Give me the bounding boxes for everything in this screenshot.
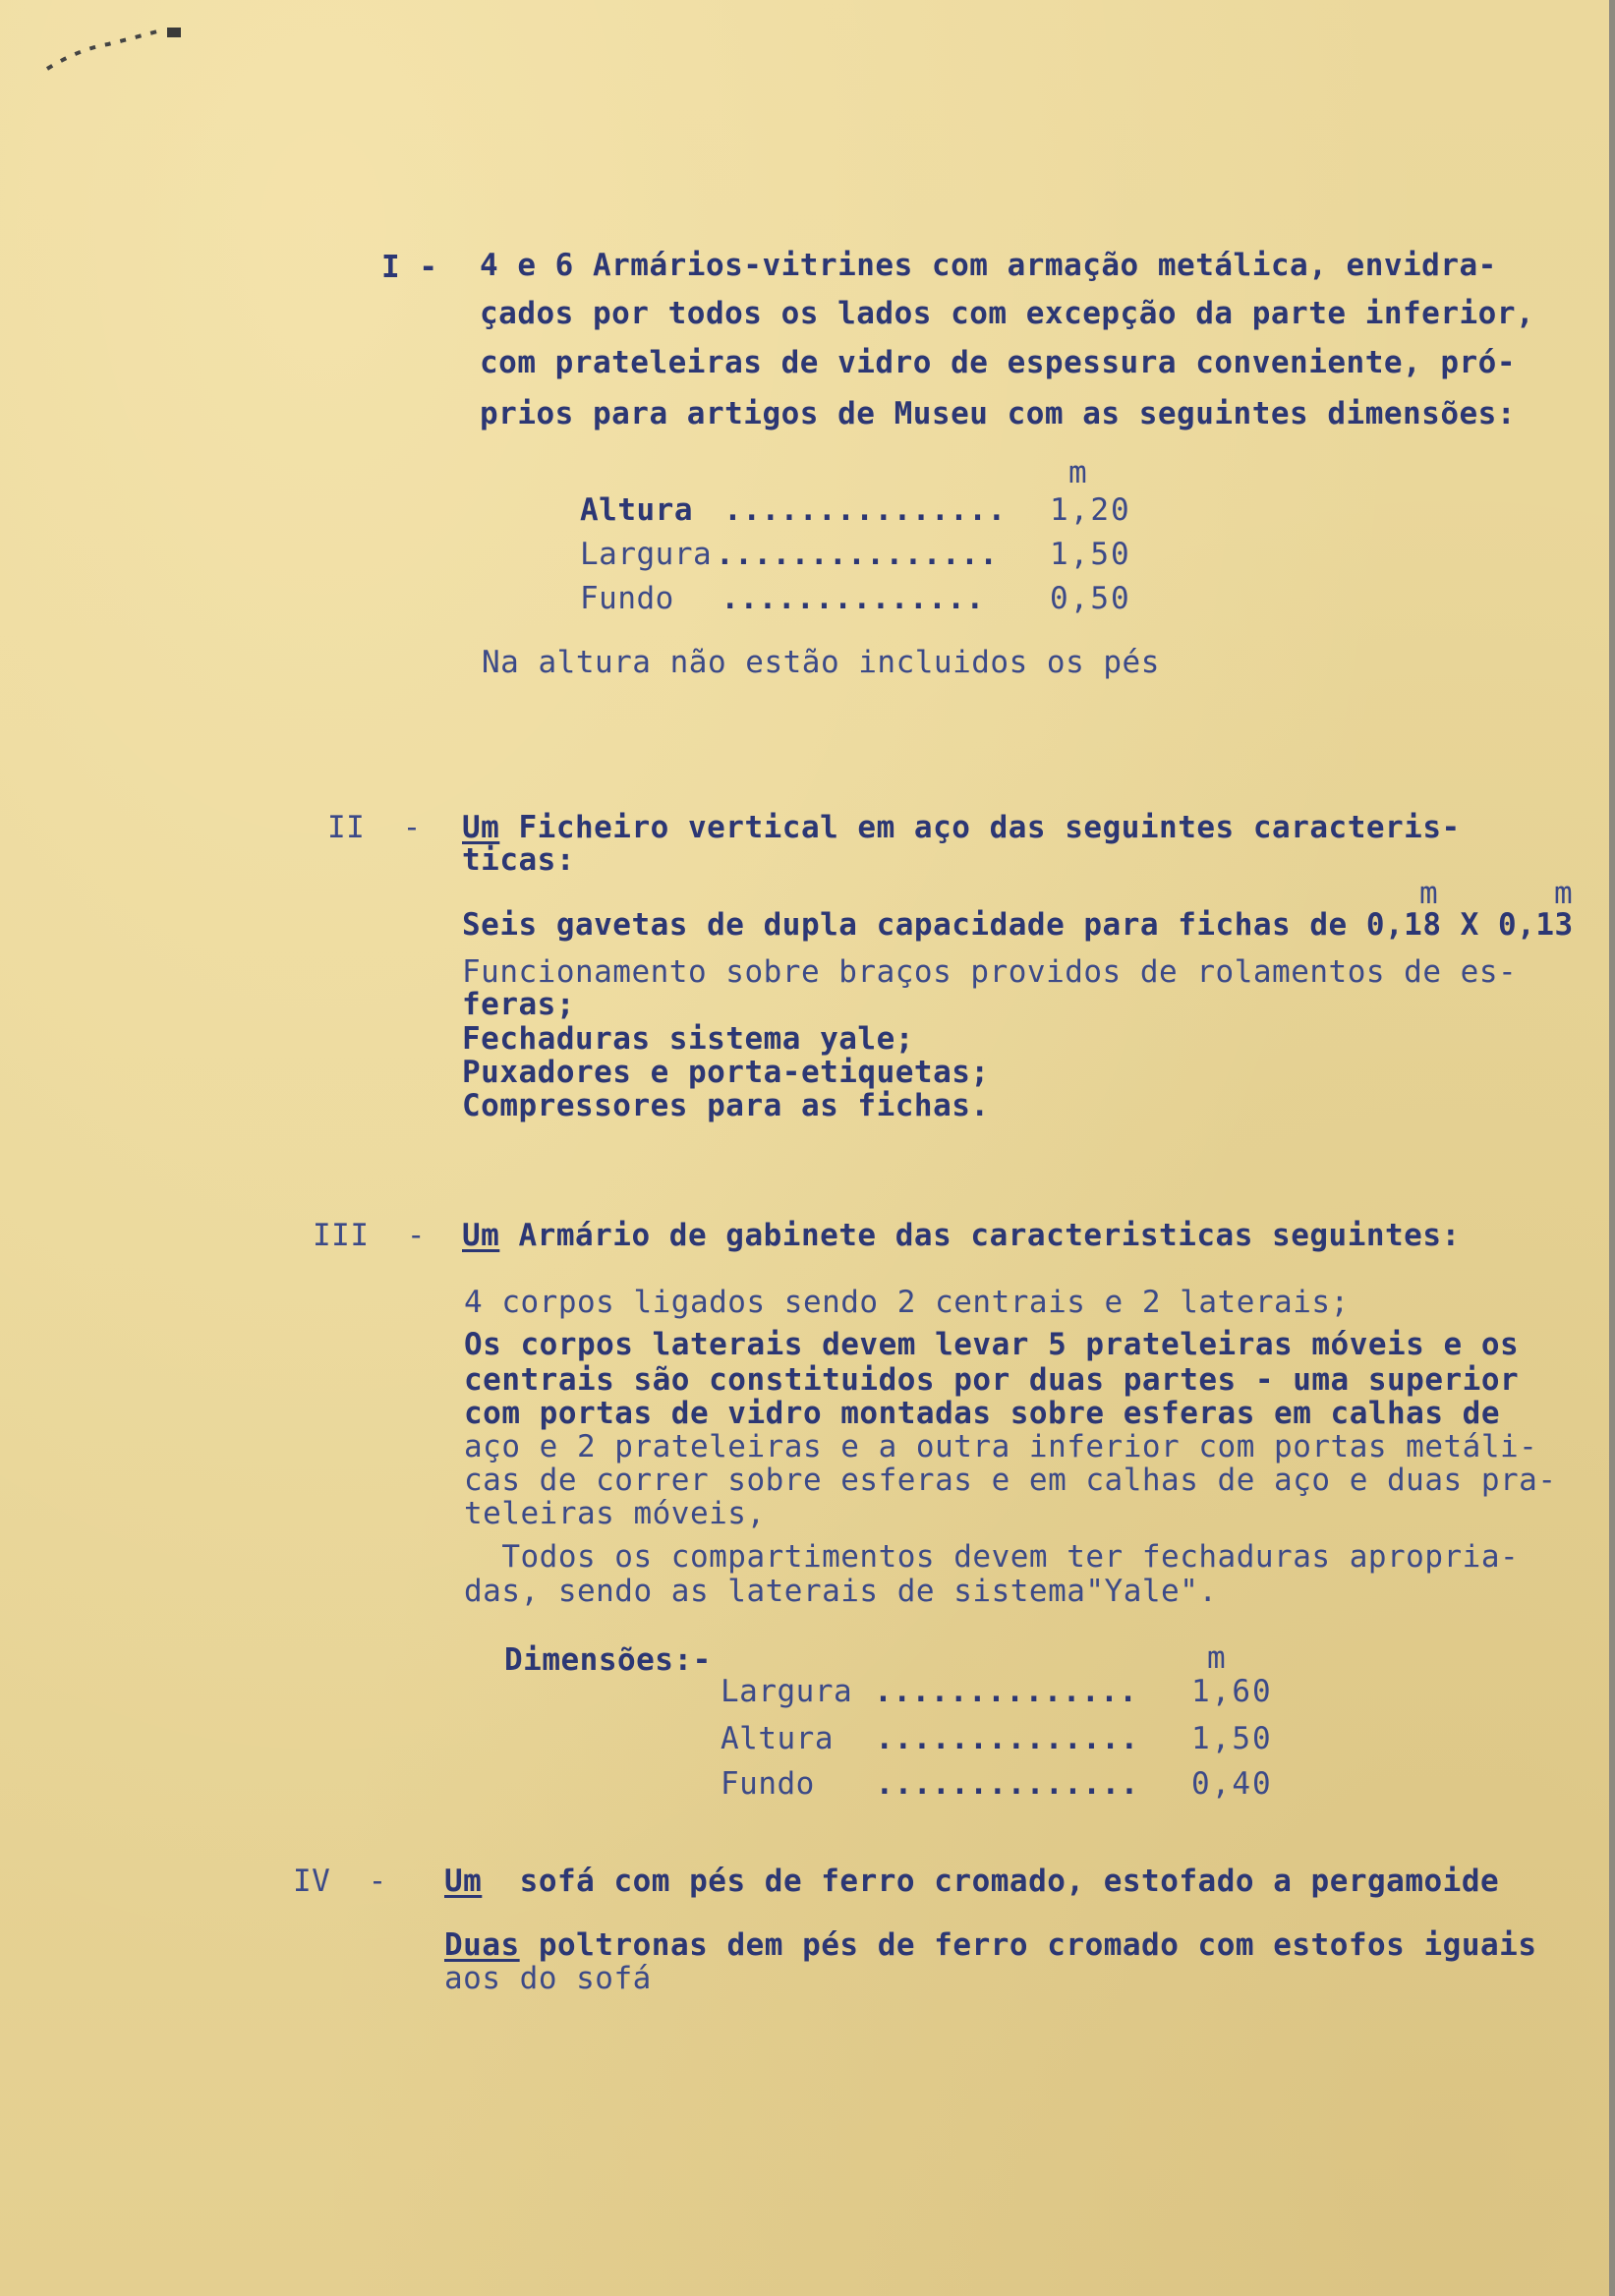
- section-iv-first-word: Um: [444, 1864, 483, 1899]
- dimension-dots: ..............: [683, 581, 985, 616]
- section-iv-numeral: IV -: [293, 1864, 387, 1899]
- section-i-line-2: çados por todos os lados com excepção da parte inferior,: [480, 296, 1535, 331]
- section-iii-line-7: teleiras móveis,: [464, 1496, 766, 1531]
- dimension-value: 1,50: [1050, 537, 1131, 572]
- section-i-line-4: prios para artigos de Museu com as seguintes dimensões:: [480, 396, 1516, 431]
- dimension-dots: ...............: [716, 537, 999, 572]
- section-iv-line-2: [444, 1926, 1537, 1964]
- dimension-dots: ..............: [819, 1766, 1139, 1802]
- section-i-note: Na altura não estão incluidos os pés: [482, 645, 1160, 680]
- section-iii-line-4: com portas de vidro montadas sobre esferas em calhas de: [464, 1396, 1500, 1431]
- section-i-line-3: com prateleiras de vidro de espessura conveniente, pró-: [480, 345, 1516, 380]
- section-ii-line-5: Puxadores e porta-etiquetas;: [462, 1055, 990, 1090]
- section-iv-second-word: Duas: [444, 1927, 520, 1963]
- section-i-numeral: I -: [381, 250, 438, 285]
- section-iv-line-1-rest: sofá com pés de ferro cromado, estofado a pergamoide: [482, 1864, 1500, 1899]
- section-iii-unit: m: [1207, 1640, 1227, 1676]
- dimension-value: 1,50: [1191, 1721, 1273, 1756]
- dimension-dots: ..............: [837, 1721, 1139, 1756]
- dimension-dots: ...............: [705, 492, 1007, 528]
- dimension-label: Altura: [580, 492, 693, 528]
- section-ii-first-word: Um: [462, 810, 500, 845]
- section-iii-line-1: 4 corpos ligados sendo 2 centrais e 2 laterais;: [464, 1285, 1350, 1320]
- dimension-label: Largura: [580, 537, 713, 572]
- dimension-label: Fundo: [721, 1766, 815, 1802]
- section-iii-line-5: aço e 2 prateleiras e a outra inferior com portas metáli-: [464, 1429, 1538, 1464]
- section-ii-line-2: Funcionamento sobre braços providos de rolamentos de es-: [462, 954, 1518, 990]
- section-ii-unit-b: m: [1554, 876, 1574, 911]
- section-ii-line-3: feras;: [462, 987, 575, 1022]
- dimension-dots: ..............: [855, 1674, 1138, 1709]
- section-i-unit: m: [1068, 455, 1088, 490]
- section-ii-title-rest: Ficheiro vertical em aço das seguintes caracteris-: [499, 810, 1461, 845]
- section-ii-title: [462, 809, 1461, 846]
- section-ii-line-6: Compressores para as fichas.: [462, 1088, 990, 1123]
- dimension-label: Fundo: [580, 581, 674, 616]
- section-iv-line-3: aos do sofá: [444, 1961, 652, 1996]
- section-iii-line-6: cas de correr sobre esferas e em calhas de aço e duas pra-: [464, 1463, 1557, 1498]
- section-iii-dimensions-label: Dimensões:-: [504, 1642, 712, 1678]
- section-ii-unit-a: m: [1419, 876, 1439, 911]
- ink-smudge-mark: [39, 10, 216, 79]
- section-i-line-1: 4 e 6 Armários-vitrines com armação metálica, envidra-: [480, 248, 1497, 283]
- section-iii-numeral: III -: [313, 1218, 426, 1253]
- dimension-label: Largura: [721, 1674, 853, 1709]
- section-iii-first-word: Um: [462, 1218, 500, 1253]
- section-iii-line-8: Todos os compartimentos devem ter fechaduras apropria-: [464, 1539, 1520, 1575]
- dimension-label: Altura: [721, 1721, 834, 1756]
- section-ii-line-1: Seis gavetas de dupla capacidade para fichas de 0,18 X 0,13: [462, 907, 1574, 943]
- section-iii-title-rest: Armário de gabinete das caracteristicas seguintes:: [499, 1218, 1461, 1253]
- section-ii-title-cont: ticas:: [462, 842, 575, 878]
- section-iii-line-3: centrais são constituidos por duas partes - uma superior: [464, 1362, 1520, 1398]
- section-iii-line-2: Os corpos laterais devem levar 5 prateleiras móveis e os: [464, 1327, 1520, 1362]
- dimension-value: 1,60: [1191, 1674, 1273, 1709]
- section-iv-line-1: [444, 1863, 1499, 1900]
- dimension-value: 1,20: [1050, 492, 1131, 528]
- section-iii-title: [462, 1217, 1461, 1254]
- section-ii-numeral: II -: [327, 810, 422, 845]
- dimension-value: 0,40: [1191, 1766, 1273, 1802]
- section-ii-line-4: Fechaduras sistema yale;: [462, 1021, 914, 1057]
- section-iv-line-2-rest: poltronas dem pés de ferro cromado com estofos iguais: [519, 1927, 1537, 1963]
- section-iii-line-9: das, sendo as laterais de sistema"Yale".: [464, 1574, 1218, 1609]
- dimension-value: 0,50: [1050, 581, 1131, 616]
